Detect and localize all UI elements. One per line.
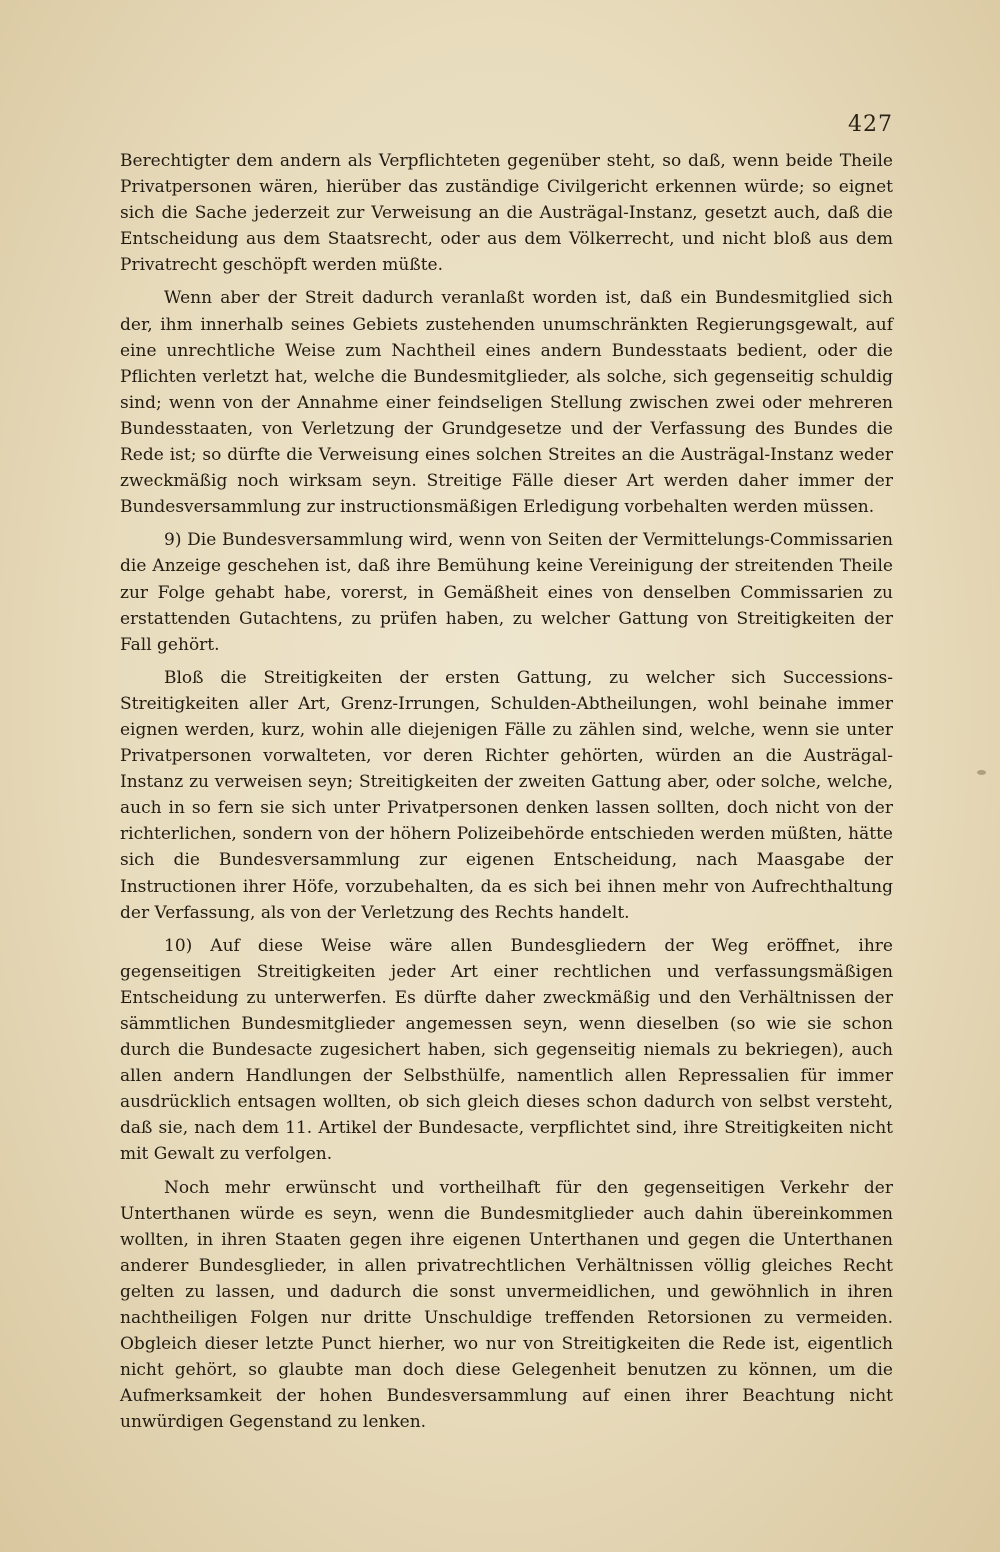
paragraph-closing: Noch mehr erwünscht und vortheilhaft für den gegenseitigen Verkehr der Unterthanen würde es seyn, wenn die Bundesmitglieder auch dahin übereinkommen wollten, in ihren Staaten gegen ihre eigenen Unterthanen und gegen die Unterthanen anderer Bundesglieder, in allen privatrechtlichen Verhältnissen völlig gleiches Recht gelten zu lassen, und dadurch die sonst unvermeidlichen, und gewöhnlich in ihren nachtheiligen Folgen nur dritte Unschuldige treffenden Retorsionen zu vermeiden. Obgleich dieser letzte Punct hierher, wo nur von Streitigkeiten die Rede ist, eigentlich nicht gehört, so glaubte man doch diese Gelegenheit benutzen zu können, um die Aufmerksamkeit der hohen Bundesversammlung auf einen ihrer Beachtung nicht unwürdigen Gegenstand zu lenken.	[120, 1177, 893, 1433]
paragraph-section-9: 9) Die Bundesversammlung wird, wenn von Seiten der Vermittelungs-Commissarien die Anzeige geschehen ist, daß ihre Bemühung keine Vereinigung der streitenden Theile zur Folge gehabt habe, vorerst, in Gemäßheit eines von denselben Commissarien zu erstattenden Gutachtens, zu prüfen haben, zu welcher Gattung von Streitigkeiten der Fall gehört.	[120, 530, 893, 655]
page-number: 427	[848, 112, 893, 137]
paragraph-dispute-conditions: Wenn aber der Streit dadurch veranlaßt worden ist, daß ein Bundesmitglied sich der, ihm innerhalb seines Gebiets zustehenden unumschränkten Regierungsgewalt, auf eine unrechtliche Weise zum Nachtheil eines andern Bundesstaats bedient, oder die Pflichten verletzt hat, welche die Bundesmitglieder, als solche, sich gegenseitig schuldig sind; wenn von der Annahme einer feindseligen Stellung zwischen zwei oder mehreren Bundesstaaten, von Verletzung der Grundgesetze und der Verfassung des Bundes die Rede ist; so dürfte die Verweisung eines solchen Streites an die Austrägal-Instanz weder zweckmäßig noch wirksam seyn. Streitige Fälle dieser Art werden daher immer der Bundesversammlung zur instructionsmäßigen Erledigung vorbehalten werden müssen.	[120, 288, 893, 518]
paragraph-first-category: Bloß die Streitigkeiten der ersten Gattung, zu welcher sich Successions-Streitigkeiten aller Art, Grenz-Irrungen, Schulden-Abtheilungen, wohl beinahe immer eignen werden, kurz, wohin alle diejenigen Fälle zu zählen sind, welche, wenn sie unter Privatpersonen vorwalteten, vor deren Richter gehörten, würden an die Austrägal-Instanz zu verweisen seyn; Streitigkeiten der zweiten Gattung aber, oder solche, welche, auch in so fern sie sich unter Privatpersonen denken lassen sollten, doch nicht von der richterlichen, sondern von der höhern Polizeibehörde entschieden werden müßten, hätte sich die Bundesversammlung zur eigenen Entscheidung, nach Maasgabe der Instructionen ihrer Höfe, vorzubehalten, da es sich bei ihnen mehr von Aufrechthaltung der Verfassung, als von der Verletzung des Rechts handelt.	[120, 667, 893, 923]
paragraph-section-10: 10) Auf diese Weise wäre allen Bundesgliedern der Weg eröffnet, ihre gegenseitigen Streitigkeiten jeder Art einer rechtlichen und verfassungsmäßigen Entscheidung zu unterwerfen. Es dürfte daher zweckmäßig und den Verhältnissen der sämmtlichen Bundesmitglieder angemessen seyn, wenn dieselben (so wie sie schon durch die Bundesacte zugesichert haben, sich gegenseitig niemals zu bekriegen), auch allen andern Handlungen der Selbsthülfe, namentlich allen Repressalien für immer ausdrücklich entsagen wollten, ob sich gleich dieses schon dadurch von selbst versteht, daß sie, nach dem 11. Artikel der Bundesacte, verpflichtet sind, ihre Streitigkeiten nicht mit Gewalt zu verfolgen.	[120, 935, 893, 1165]
body-text	[120, 148, 893, 1443]
paragraph-continuation: Berechtigter dem andern als Verpflichteten gegenüber steht, so daß, wenn beide Theile Privatpersonen wären, hierüber das zuständige Civilgericht erkennen würde; so eignet sich die Sache jederzeit zur Verweisung an die Austrägal-Instanz, gesetzt auch, daß die Entscheidung aus dem Staatsrecht, oder aus dem Völkerrecht, und nicht bloß aus dem Privatrecht geschöpft werden müßte.	[120, 151, 893, 276]
paper-spot	[977, 770, 986, 775]
